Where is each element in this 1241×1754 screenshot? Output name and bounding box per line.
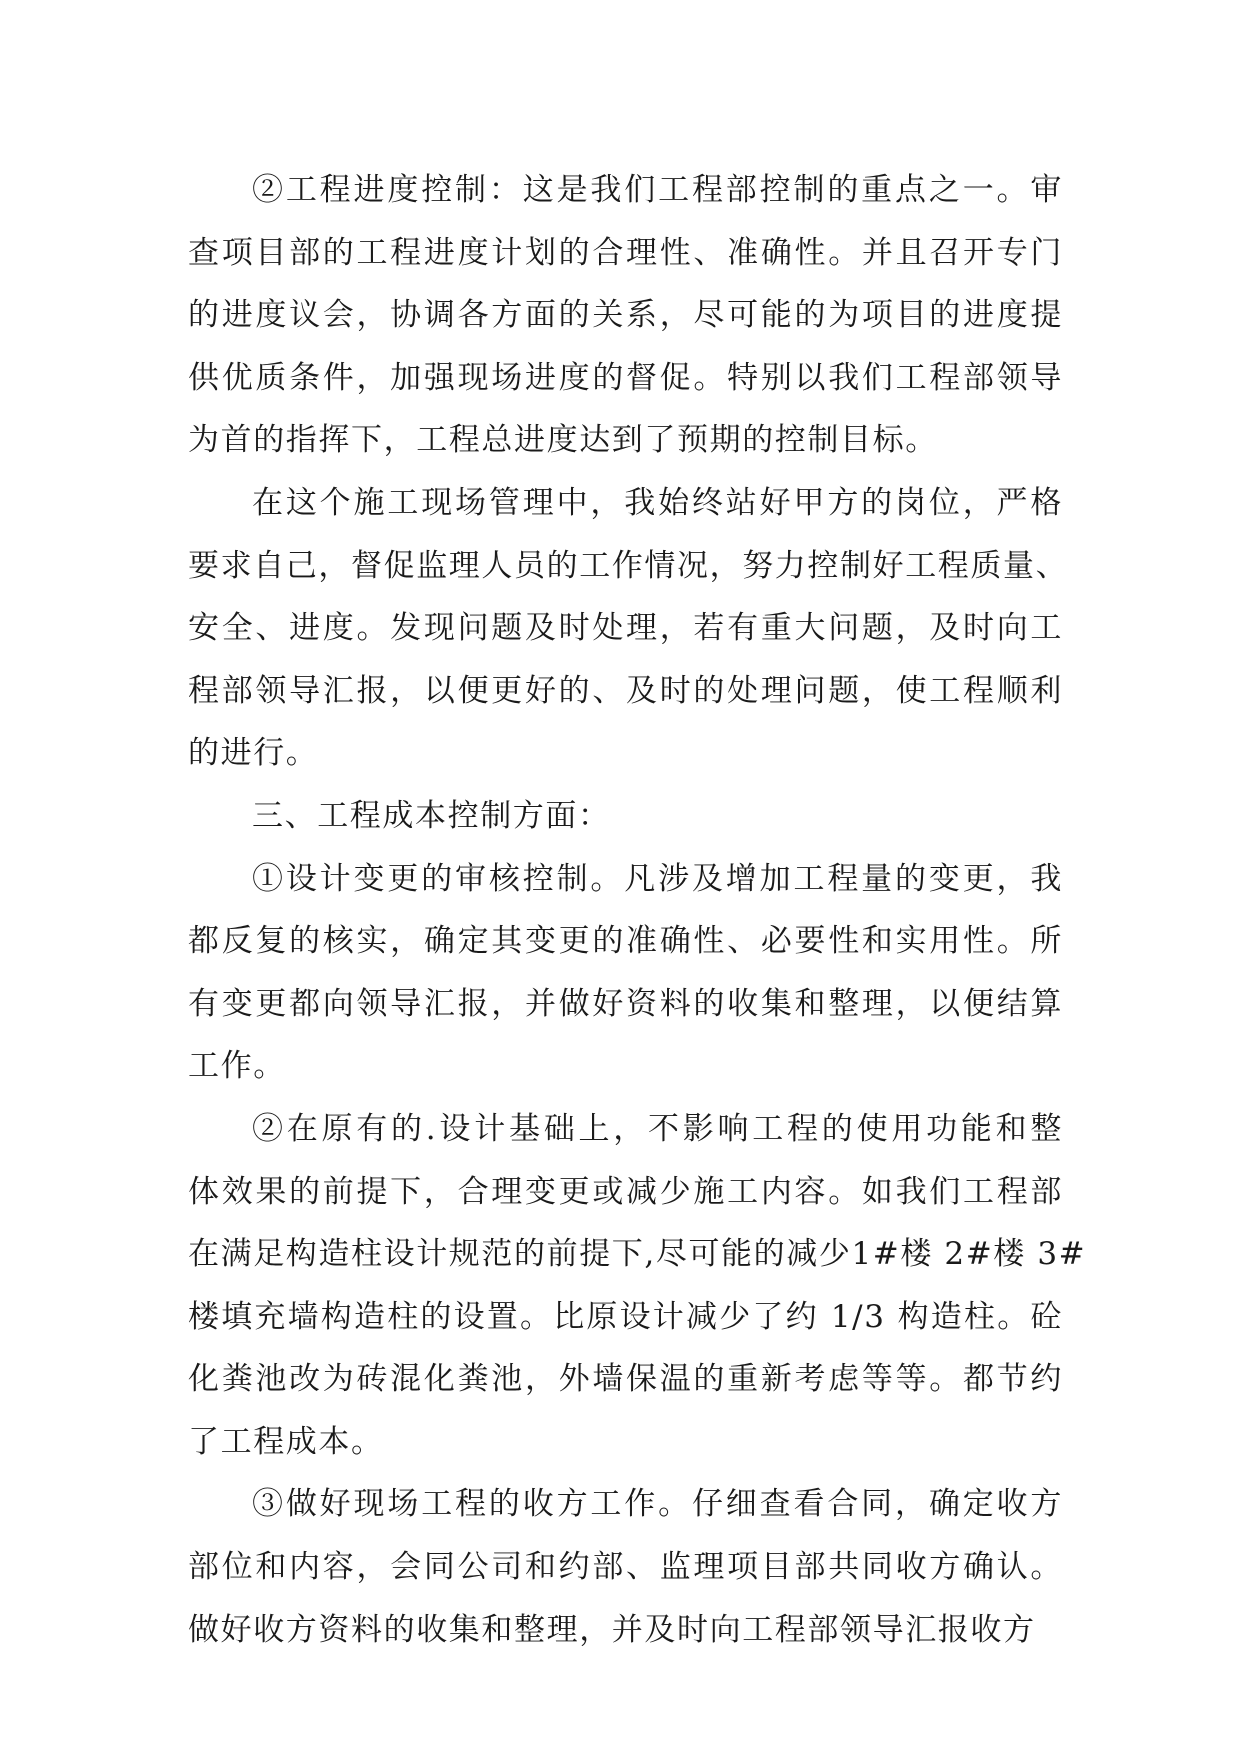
text-line: 都反复的核实，确定其变更的准确性、必要性和实用性。所 (188, 923, 1063, 960)
paragraph (188, 1473, 1063, 1661)
text-line: ③做好现场工程的收方工作。仔细查看合同，确定收方 (252, 1486, 1063, 1523)
paragraph (188, 1098, 1087, 1474)
text-line: 三、工程成本控制方面： (252, 797, 611, 834)
text-line: 了工程成本。 (188, 1423, 384, 1460)
text-line: 有变更都向领导汇报，并做好资料的收集和整理，以便结算 (188, 985, 1063, 1022)
text-line: 部位和内容，会同公司和约部、监理项目部共同收方确认。 (188, 1549, 1063, 1586)
text-line: 工作。 (188, 1048, 286, 1085)
paragraph (188, 848, 1063, 1098)
text-line: 要求自己，督促监理人员的工作情况，努力控制好工程质量、 (188, 547, 1069, 584)
text-line: 程部领导汇报，以便更好的、及时的处理问题，使工程顺利 (188, 672, 1063, 709)
text-line: 在这个施工现场管理中，我始终站好甲方的岗位，严格 (252, 484, 1063, 521)
text-line: 查项目部的工程进度计划的合理性、准确性。并且召开专门 (188, 234, 1063, 271)
text-line: ②工程进度控制：这是我们工程部控制的重点之一。审 (252, 172, 1063, 208)
text-line: 安全、进度。发现问题及时处理，若有重大问题，及时向工 (188, 610, 1063, 647)
text-line: 为首的指挥下，工程总进度达到了预期的控制目标。 (188, 422, 938, 459)
text-line: ②在原有的.设计基础上，不影响工程的使用功能和整 (252, 1110, 1063, 1147)
text-line: 的进行。 (188, 735, 319, 772)
text-line: 化粪池改为砖混化粪池，外墙保温的重新考虑等等。都节约 (188, 1361, 1063, 1398)
text-line: 的进度议会，协调各方面的关系，尽可能的为项目的进度提 (188, 297, 1063, 334)
text-line: 供优质条件，加强现场进度的督促。特别以我们工程部领导 (188, 359, 1063, 396)
document-body (188, 159, 1087, 1661)
text-line: 在满足构造柱设计规范的前提下,尽可能的减少1#楼 2#楼 3# (188, 1236, 1087, 1273)
text-line: 做好收方资料的收集和整理，并及时向工程部领导汇报收方 (188, 1611, 1036, 1648)
paragraph (188, 472, 1069, 785)
paragraph (188, 159, 1063, 472)
text-line: 楼填充墙构造柱的设置。比原设计减少了约 1/3 构造柱。砼 (188, 1298, 1063, 1335)
paragraph (188, 785, 1063, 848)
text-line: 体效果的前提下，合理变更或减少施工内容。如我们工程部 (188, 1173, 1063, 1210)
text-line: ①设计变更的审核控制。凡涉及增加工程量的变更，我 (252, 860, 1063, 897)
